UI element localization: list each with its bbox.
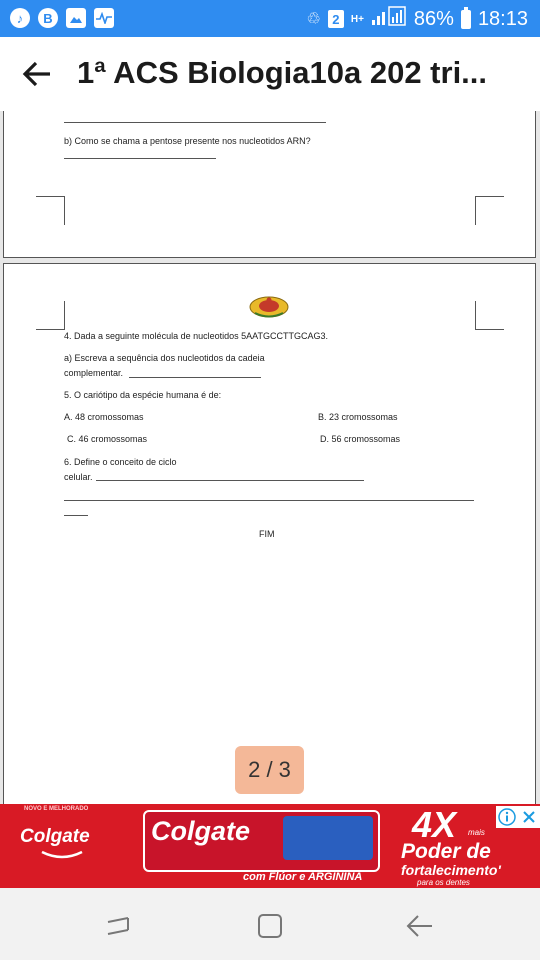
app-bar — [0, 37, 540, 111]
answer-line — [64, 122, 326, 123]
answer-line — [64, 515, 88, 516]
recycle-icon: ♲ — [306, 11, 321, 28]
ad-headline-small: mais — [468, 828, 485, 837]
answer-line — [96, 480, 364, 481]
product-logo: Colgate — [151, 816, 251, 846]
back-icon[interactable] — [404, 912, 434, 945]
ad-headline-line2: fortalecimento' — [401, 862, 501, 878]
recent-apps-icon[interactable] — [104, 912, 132, 945]
question-4: 4. Dada a seguinte molécula de nucleotidos 5AATGCCTTGCAG3. — [64, 331, 328, 341]
option-a: A. 48 cromossomas — [64, 412, 144, 422]
toothpaste-box — [143, 810, 380, 872]
toothpaste-tube-icon — [283, 816, 373, 860]
option-c: C. 46 cromossomas — [67, 434, 148, 444]
question-5: 5. O cariótipo da espécie humana é de: — [64, 390, 222, 400]
ad-headline-line1: Poder de — [401, 840, 491, 863]
question-6-line1: 6. Define o conceito de ciclo — [64, 457, 177, 467]
ad-headline-big: 4X — [412, 804, 457, 845]
ad-footer: com Flúor e ARGININA — [243, 871, 363, 883]
activity-notification-icon — [94, 8, 114, 28]
ad-banner[interactable] — [0, 804, 540, 888]
answer-line — [64, 500, 474, 501]
page-indicator: 2 / 3 — [235, 746, 304, 794]
document-title: 1ª ACS Biologia10a 202 tri... — [77, 55, 488, 90]
crop-mark — [36, 196, 65, 225]
signal-icon — [371, 6, 407, 32]
crop-mark — [475, 196, 504, 225]
answer-line — [129, 377, 261, 378]
close-icon[interactable] — [518, 806, 540, 828]
crop-mark — [36, 301, 65, 330]
notification-count: 2 — [328, 10, 344, 28]
clock: 18:13 — [477, 7, 528, 30]
answer-line — [64, 158, 216, 159]
ad-headline-line3: para os dentes — [417, 878, 470, 887]
question-4a-line1: a) Escreva a sequência dos nucleotidos da cadeia — [64, 353, 265, 363]
option-b: B. 23 cromossomas — [318, 412, 398, 422]
b-notification-icon: B — [38, 8, 58, 28]
crop-mark — [475, 301, 504, 330]
network-type: H+ — [350, 13, 364, 25]
ad-tagline-mark: NOVO E MELHORADO — [24, 806, 89, 812]
navigation-bar — [0, 888, 540, 960]
info-icon[interactable] — [496, 806, 518, 828]
question-6-line2: celular. — [64, 472, 93, 482]
document-page-2 — [3, 263, 536, 804]
emblem-icon — [247, 294, 291, 325]
end-marker: FIM — [259, 529, 275, 539]
back-arrow-icon[interactable] — [20, 57, 54, 91]
music-notification-icon: ♪ — [10, 8, 30, 28]
gallery-notification-icon — [66, 8, 86, 28]
battery-percent: 86% — [413, 7, 454, 30]
status-bar — [0, 0, 540, 37]
battery-icon — [461, 10, 471, 29]
question-4a-line2: complementar. — [64, 368, 124, 378]
home-icon[interactable] — [256, 912, 284, 945]
question-b: b) Como se chama a pentose presente nos nucleotidos ARN? — [64, 136, 311, 146]
ad-brand-logo: Colgate — [20, 826, 90, 847]
pdf-viewer[interactable] — [0, 111, 540, 804]
document-page-1 — [3, 111, 536, 258]
option-d: D. 56 cromossomas — [320, 434, 401, 444]
smile-swoosh-icon — [40, 850, 84, 860]
